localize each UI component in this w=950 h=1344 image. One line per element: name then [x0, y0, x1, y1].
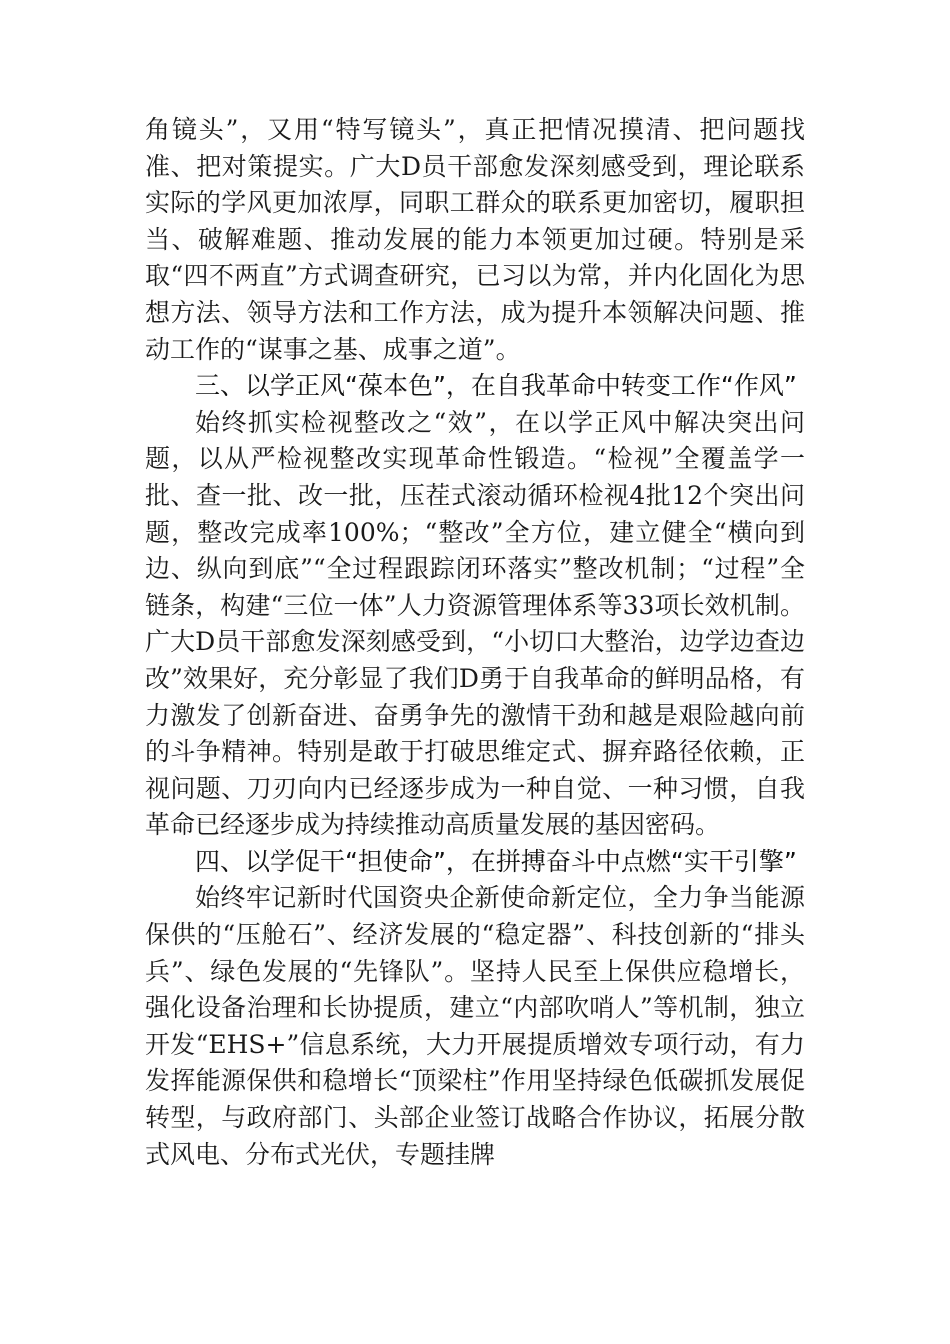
- body-paragraph-1: 角镜头”，又用“特写镜头”，真正把情况摸清、把问题找准、把对策提实。广大D员干部愈发深刻感受到，理论联系实际的学风更加浓厚，同职工群众的联系更加密切，履职担当、破解难题、推动发展的能力本领更加过硬。特别是采取“四不两直”方式调查研究，已习以为常，并内化固化为思想方法、领导方法和工作方法，成为提升本领解决问题、推动工作的“谋事之基、成事之道”。: [145, 115, 805, 364]
- section-heading-4: 四、以学促干“担使命”，在拼搏奋斗中点燃“实干引擎”: [195, 846, 797, 876]
- document-page: [145, 112, 805, 1173]
- body-paragraph-3: 始终牢记新时代国资央企新使命新定位，全力争当能源保供的“压舱石”、经济发展的“稳定器”、科技创新的“排头兵”、绿色发展的“先锋队”。坚持人民至上保供应稳增长，强化设备治理和长协提质，建立“内部吹哨人”等机制，独立开发“EHS+”信息系统，大力开展提质增效专项行动，有力发挥能源保供和稳增长“顶梁柱”作用坚持绿色低碳抓发展促转型，与政府部门、头部企业签订战略合作协议，拓展分散式风电、分布式光伏，专题挂牌: [145, 883, 805, 1169]
- section-heading-3: 三、以学正风“葆本色”，在自我革命中转变工作“作风”: [195, 371, 797, 401]
- body-paragraph-2: 始终抓实检视整改之“效”，在以学正风中解决突出问题，以从严检视整改实现革命性锻造。“检视”全覆盖学一批、查一批、改一批，压茬式滚动循环检视4批12个突出问题，整改完成率100%；“整改”全方位，建立健全“横向到边、纵向到底”“全过程跟踪闭环落实”整改机制；“过程”全链条，构建“三位一体”人力资源管理体系等33项长效机制。广大D员干部愈发深刻感受到，“小切口大整治，边学边查边改”效果好，充分彰显了我们D勇于自我革命的鲜明品格，有力激发了创新奋进、奋勇争先的激情干劲和越是艰险越向前的斗争精神。特别是敢于打破思维定式、摒弃路径依赖，正视问题、刀刃向内已经逐步成为一种自觉、一种习惯，自我革命已经逐步成为持续推动高质量发展的基因密码。: [145, 407, 805, 840]
